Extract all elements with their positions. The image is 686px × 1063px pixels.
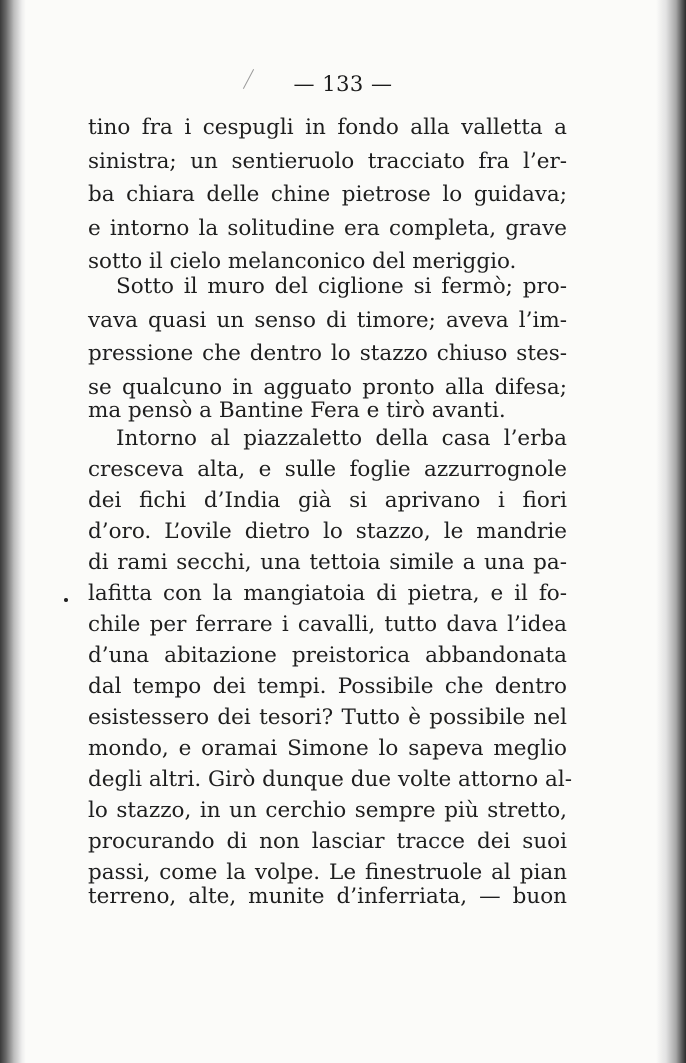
text-line: mondo, e oramai Simone lo sapeva meglio — [88, 736, 567, 761]
text-line: chile per ferrare i cavalli, tutto dava l’idea — [88, 612, 567, 637]
page-number: — 133 — — [293, 72, 393, 96]
text-line: terreno, alte, munite d’inferriata, — buon — [88, 884, 567, 909]
text-line: d’una abitazione preistorica abbandonata — [88, 643, 567, 668]
margin-dot — [64, 598, 68, 602]
text-line: cresceva alta, e sulle foglie azzurrognole — [88, 457, 567, 482]
text-line: degli altri. Girò dunque due volte attorno al- — [88, 767, 572, 792]
text-line: sotto il cielo melanconico del meriggio. — [88, 249, 517, 274]
text-line: e intorno la solitudine era completa, grave — [88, 215, 567, 241]
text-line: ba chiara delle chine pietrose lo guidava; — [88, 182, 567, 207]
text-line: se qualcuno in agguato pronto alla difesa; — [88, 374, 567, 400]
text-line: procurando di non lasciar tracce dei suoi — [88, 829, 567, 854]
page-left-edge-shadow — [0, 0, 26, 1063]
text-line: Sotto il muro del ciglione si fermò; pro- — [116, 274, 567, 299]
text-line: di rami secchi, una tettoia simile a una pa- — [88, 550, 567, 575]
text-line: pressione che dentro lo stazzo chiuso stes- — [88, 341, 567, 366]
page-right-edge-shadow — [656, 0, 686, 1063]
text-line: vava quasi un senso di timore; aveva l’im- — [88, 307, 567, 333]
text-line: lo stazzo, in un cerchio sempre più stretto, — [88, 798, 567, 823]
text-line: Intorno al piazzaletto della casa l’erba — [116, 426, 567, 451]
text-line: d’oro. L’ovile dietro lo stazzo, le mandrie — [88, 519, 567, 544]
text-line: ma pensò a Bantine Fera e tirò avanti. — [88, 398, 506, 423]
text-line: dei fichi d’India già si aprivano i fiori — [88, 488, 567, 513]
text-line: passi, come la volpe. Le finestruole al pian — [88, 860, 567, 885]
text-line: esistessero dei tesori? Tutto è possibile nel — [88, 705, 567, 730]
text-line: sinistra; un sentieruolo tracciato fra l’er- — [88, 148, 567, 174]
text-line: tino fra i cespugli in fondo alla valletta a — [88, 115, 567, 140]
text-line: lafitta con la mangiatoia di pietra, e il fo- — [88, 581, 567, 606]
text-line: dal tempo dei tempi. Possibile che dentro — [88, 674, 567, 699]
